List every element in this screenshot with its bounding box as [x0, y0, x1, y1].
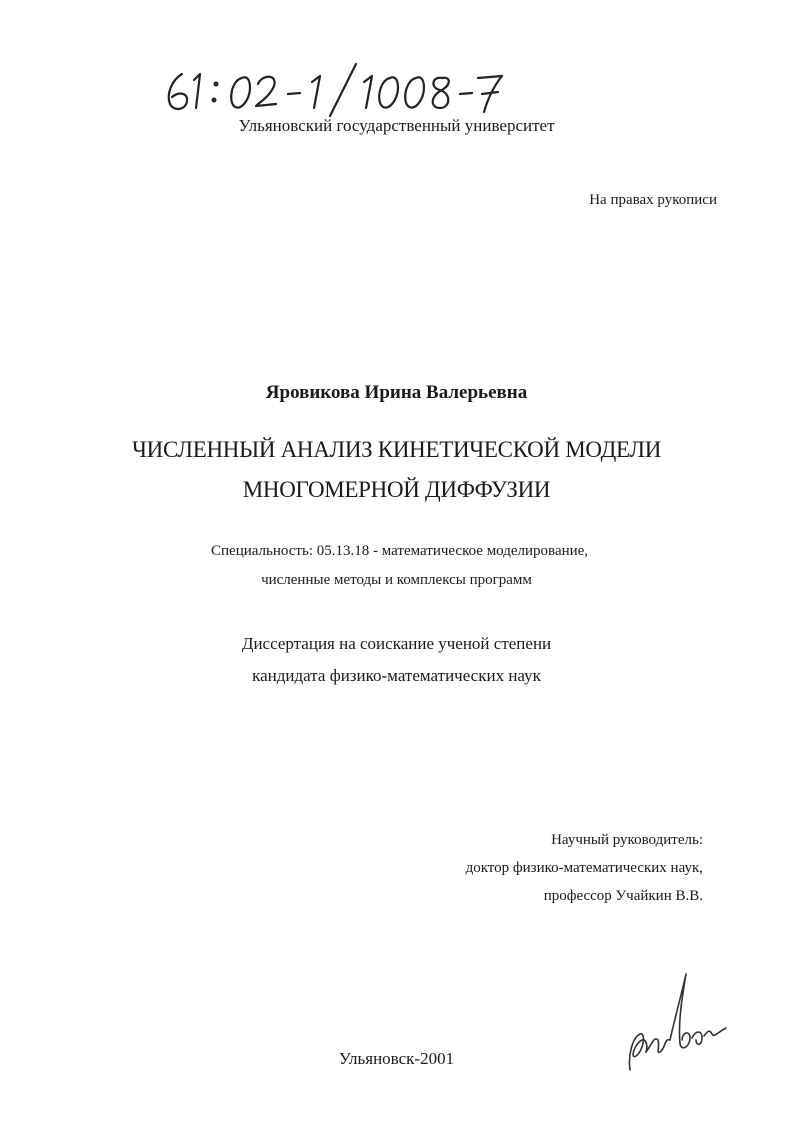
handwritten-registration-code: [160, 56, 520, 120]
supervisor-label: Научный руководитель:: [551, 832, 703, 848]
dissertation-title-line-1: ЧИСЛЕННЫЙ АНАЛИЗ КИНЕТИЧЕСКОЙ МОДЕЛИ: [131, 437, 662, 462]
specialty-line-2: численные методы и комплексы программ: [261, 572, 532, 588]
city-year: Ульяновск-2001: [338, 1049, 455, 1068]
degree-statement-line-1: Диссертация на соискание ученой степени: [241, 634, 552, 653]
supervisor-name: профессор Учайкин В.В.: [543, 888, 703, 904]
manuscript-rights-note: На правах рукописи: [589, 192, 717, 208]
university-name: Ульяновский государственный университет: [238, 116, 555, 135]
specialty-line-1: Специальность: 05.13.18 - математическое моделирование,: [211, 543, 589, 559]
signature: [610, 960, 730, 1090]
degree-statement-line-2: кандидата физико-математических наук: [252, 666, 541, 685]
author-name: Яровикова Ирина Валерьевна: [265, 382, 528, 403]
dissertation-title-line-2: МНОГОМЕРНОЙ ДИФФУЗИИ: [242, 477, 551, 502]
supervisor-degree: доктор физико-математических наук,: [465, 860, 703, 876]
